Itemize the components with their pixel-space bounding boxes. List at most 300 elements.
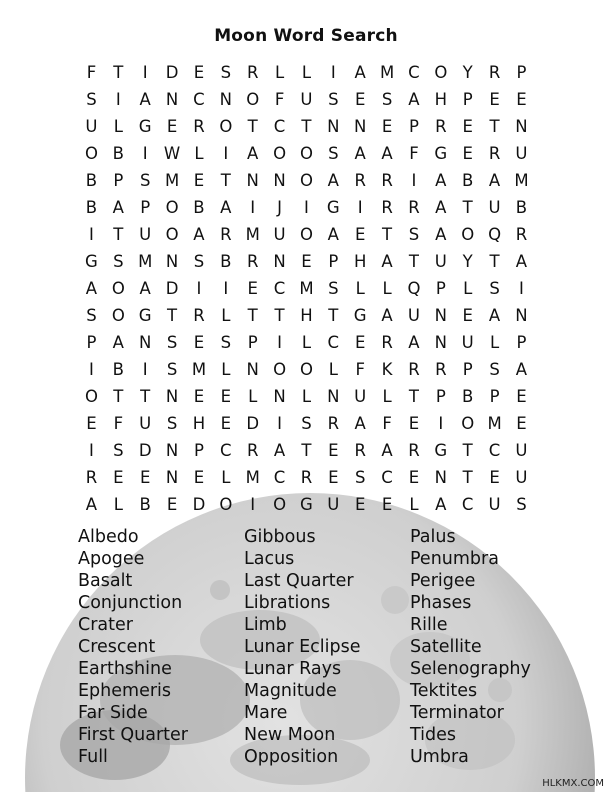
grid-letter: O (219, 117, 233, 136)
word-list-item: Tides (410, 725, 457, 745)
grid-letter: T (247, 117, 258, 136)
grid-letter: E (462, 144, 473, 163)
grid-letter: E (489, 90, 500, 109)
grid-row (78, 140, 535, 167)
grid-letter: B (139, 495, 151, 514)
grid-letter: M (299, 279, 314, 298)
grid-letter: E (139, 468, 151, 487)
grid-letter: N (434, 468, 447, 487)
grid-letter: E (193, 468, 205, 487)
grid-letter: R (220, 225, 232, 244)
grid-letter: L (463, 279, 473, 298)
grid-letter: E (381, 117, 393, 136)
grid-letter: I (411, 171, 417, 190)
grid-letter: P (462, 360, 473, 379)
grid-letter: U (273, 225, 286, 244)
watermark: HLKMX.COM (542, 778, 604, 789)
grid-letter: W (163, 144, 181, 163)
grid-letter: T (247, 306, 258, 325)
grid-letter: S (328, 144, 339, 163)
grid-letter: G (434, 441, 448, 460)
grid-letter: S (166, 414, 178, 433)
grid-letter: E (408, 468, 420, 487)
grid-letter: R (300, 468, 313, 487)
grid-letter: T (220, 171, 231, 190)
grid-letter: S (86, 306, 97, 325)
word-list-column-3 (410, 526, 531, 768)
grid-letter: T (274, 306, 285, 325)
grid-letter: B (85, 171, 98, 190)
grid-letter: B (112, 144, 124, 163)
grid-letter: N (327, 117, 340, 136)
grid-letter: S (328, 90, 339, 109)
word-list-item: Mare (244, 703, 288, 723)
grid-letter: P (86, 333, 97, 352)
grid-letter: L (355, 279, 365, 298)
word-list-item: Umbra (410, 747, 469, 767)
grid-letter: S (193, 252, 205, 271)
grid-letter: R (515, 225, 528, 244)
grid-letter: O (246, 90, 260, 109)
grid-letter: I (142, 63, 148, 82)
grid-letter: L (301, 387, 312, 406)
grid-letter: U (139, 414, 152, 433)
grid-letter: A (193, 225, 205, 244)
grid-letter: F (409, 144, 419, 163)
grid-letter: E (301, 252, 312, 271)
grid-letter: O (299, 225, 313, 244)
word-list-item: Lacus (244, 549, 295, 569)
word-list-item: Apogee (78, 549, 145, 569)
grid-letter: U (488, 198, 501, 217)
grid-letter: O (273, 144, 287, 163)
grid-letter: E (193, 171, 205, 190)
grid-row (78, 329, 535, 356)
grid-letter: A (85, 279, 98, 298)
grid-letter: C (273, 279, 286, 298)
grid-row (78, 59, 535, 86)
grid-letter: R (435, 360, 447, 379)
grid-letter: O (461, 225, 475, 244)
grid-letter: I (304, 198, 309, 217)
grid-letter: B (220, 252, 232, 271)
grid-letter: I (438, 414, 444, 433)
word-list-item: Gibbous (244, 527, 316, 547)
grid-letter: N (219, 90, 232, 109)
grid-letter: D (246, 414, 260, 433)
grid-letter: F (382, 414, 392, 433)
word-list-item: Magnitude (244, 681, 337, 701)
page-title: Moon Word Search (214, 26, 398, 46)
grid-letter: S (166, 360, 178, 379)
grid-letter: Q (407, 279, 421, 298)
grid-letter: B (112, 360, 124, 379)
grid-letter: E (193, 333, 205, 352)
grid-letter: M (379, 63, 395, 82)
grid-letter: A (327, 225, 339, 244)
grid-letter: B (193, 198, 205, 217)
grid-letter: S (381, 90, 393, 109)
word-list-item: Full (78, 747, 108, 767)
grid-letter: I (250, 495, 256, 514)
word-list-item: Basalt (78, 571, 133, 591)
grid-letter: C (273, 468, 286, 487)
grid-letter: N (434, 333, 447, 352)
grid-letter: L (221, 468, 231, 487)
grid-letter: Y (462, 63, 473, 82)
grid-letter: A (381, 306, 393, 325)
grid-letter: R (327, 414, 340, 433)
grid-letter: I (277, 414, 282, 433)
grid-letter: C (220, 441, 232, 460)
grid-letter: S (113, 252, 124, 271)
grid-letter: E (462, 117, 473, 136)
grid-letter: E (354, 333, 366, 352)
grid-letter: I (223, 279, 229, 298)
grid-letter: C (273, 117, 286, 136)
grid-letter: U (354, 387, 367, 406)
word-list-item: Rille (410, 615, 448, 635)
grid-letter: N (165, 252, 179, 271)
grid-letter: O (165, 225, 179, 244)
word-list-item: New Moon (244, 725, 336, 745)
grid-letter: T (167, 306, 178, 325)
grid-letter: L (113, 117, 123, 136)
grid-letter: L (382, 387, 392, 406)
grid-letter: U (300, 90, 313, 109)
grid-letter: L (221, 306, 231, 325)
grid-letter: R (488, 144, 501, 163)
grid-letter: L (328, 360, 338, 379)
grid-letter: A (112, 198, 124, 217)
grid-letter: R (381, 333, 393, 352)
word-list-item: Earthshine (78, 659, 172, 679)
grid-letter: R (85, 468, 98, 487)
grid-letter: N (165, 468, 179, 487)
grid-letter: P (462, 90, 473, 109)
grid-letter: E (354, 225, 366, 244)
grid-letter: O (165, 198, 179, 217)
grid-row (78, 356, 535, 383)
grid-row (78, 464, 535, 491)
grid-letter: A (381, 252, 393, 271)
grid-letter: E (462, 306, 473, 325)
grid-row (78, 383, 535, 410)
grid-letter: O (111, 306, 125, 325)
grid-letter: L (113, 495, 123, 514)
grid-letter: M (245, 468, 260, 487)
grid-letter: M (138, 252, 153, 271)
grid-letter: O (111, 279, 125, 298)
grid-letter: S (328, 279, 339, 298)
grid-letter: L (301, 63, 312, 82)
grid-letter: O (219, 495, 233, 514)
word-list-item: Palus (410, 527, 456, 547)
word-list-item: Selenography (410, 659, 531, 679)
grid-letter: A (381, 144, 393, 163)
grid-letter: T (462, 441, 473, 460)
grid-letter: G (326, 198, 340, 217)
word-list-item: Lunar Rays (244, 659, 342, 679)
grid-letter: P (489, 387, 500, 406)
grid-letter: A (381, 441, 393, 460)
grid-letter: S (408, 225, 420, 244)
grid-letter: T (113, 63, 124, 82)
grid-letter: K (381, 360, 393, 379)
grid-letter: M (514, 171, 529, 190)
grid-letter: H (300, 306, 313, 325)
grid-letter: A (85, 495, 98, 514)
grid-letter: O (434, 63, 448, 82)
grid-letter: M (245, 225, 260, 244)
grid-letter: G (300, 495, 313, 514)
grid-letter: C (408, 63, 420, 82)
grid-letter: E (516, 387, 527, 406)
word-list-item: Terminator (410, 703, 504, 723)
word-list-item: Last Quarter (244, 571, 354, 591)
grid-letter: E (113, 468, 124, 487)
grid-letter: S (516, 495, 527, 514)
grid-letter: T (408, 387, 419, 406)
grid-row (78, 248, 535, 275)
grid-letter: E (354, 90, 366, 109)
grid-row (78, 437, 535, 464)
grid-letter: U (488, 495, 501, 514)
grid-letter: O (299, 171, 313, 190)
grid-letter: E (381, 495, 393, 514)
word-list-column-1 (78, 526, 188, 768)
grid-row (78, 410, 535, 437)
word-list-item: Librations (244, 593, 331, 613)
grid-letter: E (166, 117, 178, 136)
grid-letter: A (435, 198, 447, 217)
grid-letter: U (434, 252, 447, 271)
grid-letter: I (519, 279, 524, 298)
grid-letter: I (115, 90, 121, 109)
grid-letter: A (354, 144, 366, 163)
grid-letter: A (273, 441, 286, 460)
grid-letter: T (301, 441, 312, 460)
grid-letter: F (86, 63, 97, 82)
grid-letter: D (165, 279, 179, 298)
grid-letter: D (138, 441, 152, 460)
grid-row (78, 167, 535, 194)
grid-letter: G (138, 306, 152, 325)
grid-letter: L (248, 387, 258, 406)
grid-letter: S (113, 441, 124, 460)
grid-letter: I (89, 360, 94, 379)
word-list-item: Tektites (410, 681, 478, 701)
grid-letter: E (220, 414, 232, 433)
grid-letter: E (516, 90, 527, 109)
grid-letter: R (246, 63, 259, 82)
grid-letter: R (193, 117, 205, 136)
word-list-item: Perigee (410, 571, 476, 591)
grid-row (78, 275, 535, 302)
word-list-item: First Quarter (78, 725, 188, 745)
grid-letter: A (247, 144, 259, 163)
grid-letter: P (113, 171, 124, 190)
grid-letter: P (140, 198, 151, 217)
grid-letter: A (408, 90, 420, 109)
grid-letter: S (86, 90, 97, 109)
grid-letter: I (89, 225, 94, 244)
grid-letter: L (382, 279, 392, 298)
word-list-item: Crescent (78, 637, 156, 657)
grid-letter: H (353, 252, 367, 271)
grid-letter: A (515, 360, 528, 379)
grid-letter: T (382, 225, 393, 244)
grid-letter: A (435, 171, 447, 190)
grid-letter: I (196, 279, 202, 298)
grid-letter: U (515, 144, 528, 163)
grid-letter: T (489, 117, 500, 136)
grid-letter: U (407, 306, 420, 325)
word-list-item: Crater (78, 615, 133, 635)
word-list-item: Conjunction (78, 593, 183, 613)
grid-letter: O (84, 144, 98, 163)
grid-letter: S (489, 360, 500, 379)
grid-letter: I (89, 441, 94, 460)
grid-letter: N (273, 252, 286, 271)
grid-letter: F (113, 414, 124, 433)
word-list-item: Far Side (78, 703, 148, 723)
grid-letter: N (246, 171, 259, 190)
grid-letter: E (354, 495, 366, 514)
grid-letter: N (273, 171, 286, 190)
grid-letter: T (462, 468, 473, 487)
grid-letter: B (462, 171, 474, 190)
grid-letter: R (381, 198, 393, 217)
grid-letter: A (139, 279, 151, 298)
grid-letter: L (274, 63, 285, 82)
word-list-item: Phases (410, 593, 472, 613)
grid-letter: E (328, 468, 339, 487)
grid-letter: D (165, 63, 179, 82)
grid-letter: P (408, 117, 419, 136)
grid-letter: N (515, 306, 528, 325)
grid-letter: N (515, 117, 528, 136)
grid-letter: G (138, 117, 152, 136)
grid-letter: C (193, 90, 205, 109)
grid-letter: R (193, 306, 205, 325)
grid-letter: P (516, 333, 527, 352)
grid-letter: B (515, 198, 528, 217)
grid-row (78, 302, 535, 329)
word-list-item: Ephemeris (78, 681, 172, 701)
grid-letter: M (487, 414, 502, 433)
grid-letter: H (192, 414, 206, 433)
grid-letter: T (489, 252, 500, 271)
grid-letter: E (408, 414, 420, 433)
word-list-item: Satellite (410, 637, 482, 657)
grid-letter: T (113, 387, 124, 406)
grid-letter: R (246, 441, 259, 460)
grid-letter: U (85, 117, 98, 136)
grid-letter: A (435, 495, 447, 514)
grid-letter: A (139, 90, 151, 109)
grid-letter: I (357, 198, 363, 217)
grid-letter: E (516, 414, 527, 433)
grid-letter: R (408, 360, 420, 379)
word-list-item: Lunar Eclipse (244, 637, 361, 657)
grid-letter: S (166, 333, 178, 352)
letter-grid (78, 59, 535, 518)
grid-letter: E (86, 414, 97, 433)
grid-letter: T (328, 306, 339, 325)
grid-letter: I (142, 144, 148, 163)
grid-letter: N (354, 117, 367, 136)
grid-letter: O (84, 387, 98, 406)
grid-letter: O (461, 414, 475, 433)
grid-letter: O (273, 360, 287, 379)
grid-letter: E (166, 495, 178, 514)
grid-letter: I (142, 360, 148, 379)
grid-letter: N (165, 441, 179, 460)
word-list-item: Limb (244, 615, 287, 635)
grid-letter: L (221, 360, 231, 379)
grid-letter: J (277, 198, 282, 217)
grid-letter: P (247, 333, 258, 352)
grid-letter: U (139, 225, 152, 244)
grid-letter: T (113, 225, 124, 244)
grid-letter: F (355, 360, 365, 379)
grid-letter: A (488, 306, 501, 325)
grid-letter: R (381, 171, 393, 190)
grid-letter: C (488, 441, 501, 460)
grid-letter: M (164, 171, 180, 190)
grid-letter: R (246, 252, 259, 271)
grid-letter: E (193, 387, 205, 406)
grid-letter: N (327, 387, 340, 406)
grid-letter: S (220, 63, 232, 82)
grid-letter: R (354, 441, 366, 460)
grid-row (78, 113, 535, 140)
grid-letter: A (408, 333, 420, 352)
grid-letter: Y (462, 252, 473, 271)
grid-letter: N (246, 360, 259, 379)
grid-letter: M (191, 360, 207, 379)
grid-letter: C (327, 333, 340, 352)
grid-letter: R (354, 171, 366, 190)
word-list-column-2 (244, 526, 361, 768)
grid-letter: Q (488, 225, 502, 244)
word-list-item: Albedo (78, 527, 139, 547)
grid-letter: O (299, 360, 313, 379)
grid-letter: P (435, 279, 446, 298)
grid-letter: A (354, 414, 366, 433)
grid-letter: R (408, 198, 420, 217)
grid-letter: B (85, 198, 98, 217)
grid-letter: S (139, 171, 151, 190)
grid-letter: R (488, 63, 501, 82)
grid-letter: I (277, 333, 282, 352)
grid-letter: F (274, 90, 285, 109)
grid-letter: T (301, 117, 312, 136)
grid-letter: I (223, 144, 229, 163)
grid-letter: U (515, 441, 528, 460)
grid-letter: P (435, 387, 446, 406)
grid-letter: O (273, 495, 287, 514)
grid-letter: A (354, 63, 366, 82)
grid-letter: U (461, 333, 474, 352)
word-list-item: Opposition (244, 747, 339, 767)
grid-letter: E (193, 63, 205, 82)
grid-letter: S (220, 333, 232, 352)
grid-letter: U (515, 468, 528, 487)
grid-letter: I (250, 198, 256, 217)
grid-letter: S (354, 468, 366, 487)
